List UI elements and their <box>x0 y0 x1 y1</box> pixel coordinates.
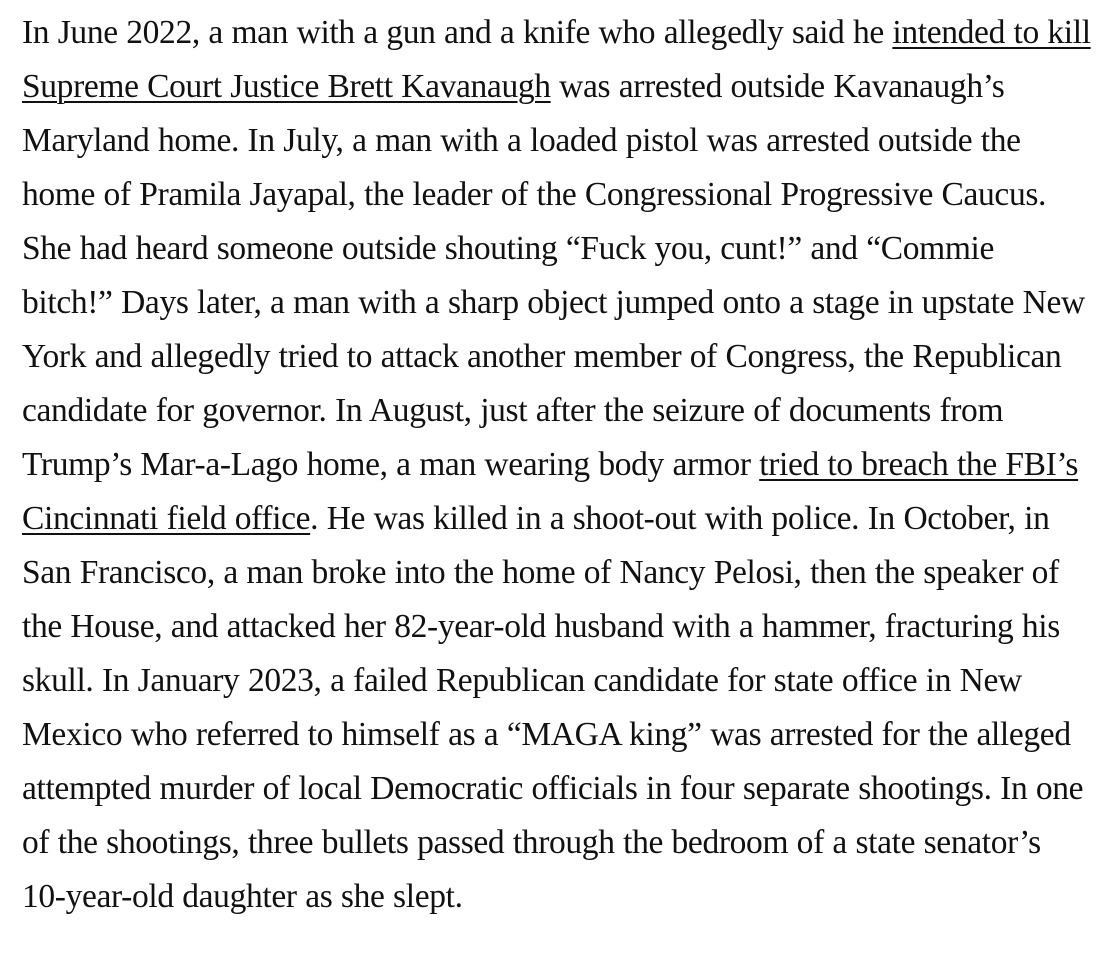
link-fbi-cincinnati[interactable]: tried to breach the FBI’s Cincinnati field office <box>22 446 1079 537</box>
link-kavanaugh-threat[interactable]: intended to kill Supreme Court Justice Brett Kavanaugh <box>22 14 1091 105</box>
paragraph-text-segment-3: . He was killed in a shoot-out with police. In October, in San Francisco, a man broke into the home of Nancy Pelosi, then the speaker of the House, and attacked her 82-year-old husband with a hammer, fracturing his skull. In January 2023, a failed Republican candidate for state office in New Mexico who referred to himself as a “MAGA king” was arrested for the alleged attempted murder of local Democratic officials in four separate shootings. In one of the shootings, three bullets passed through the bedroom of a state senator’s 10-year-old daughter as she slept. <box>22 500 1084 915</box>
paragraph-text-segment-2: was arrested outside Kavanaugh’s Maryland home. In July, a man with a loaded pistol was arrested outside the home of Pramila Jayapal, the leader of the Congressional Progressive Caucus. She had heard someone outside shouting “Fuck you, cunt!” and “Commie bitch!” Days later, a man with a sharp object jumped onto a stage in upstate New York and allegedly tried to attack another member of Congress, the Republican candidate for governor. In August, just after the seizure of documents from Trump’s Mar-a-Lago home, a man wearing body armor <box>22 68 1085 483</box>
article-paragraph <box>22 6 1092 924</box>
paragraph-text-segment-1: In June 2022, a man with a gun and a knife who allegedly said he <box>22 14 893 51</box>
